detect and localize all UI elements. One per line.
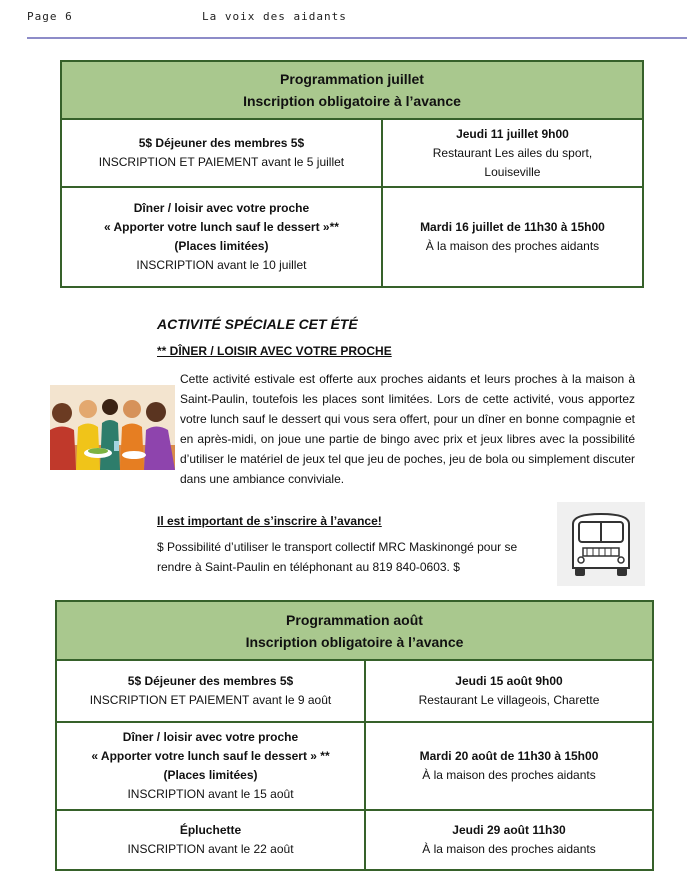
page-header — [27, 10, 687, 40]
july-table-header — [61, 61, 643, 119]
page-number: Page 6 — [27, 10, 73, 23]
event-name: Dîner / loisir avec votre proche — [122, 730, 299, 744]
event-date: Mardi 16 juillet de 11h30 à 15h00 — [420, 220, 605, 234]
publication-title: La voix des aidants — [202, 10, 347, 23]
table-row — [56, 660, 653, 722]
event-cell — [56, 722, 365, 810]
july-program-table — [60, 60, 644, 288]
event-location: Restaurant Le villageois, Charette — [418, 693, 600, 707]
transport-info: $ Possibilité d’utiliser le transport collectif MRC Maskinongé pour se rendre à Saint-Paulin en téléphonant au 819 840-0603. $ — [157, 540, 518, 574]
event-note: INSCRIPTION avant le 22 août — [127, 842, 294, 856]
event-name: 5$ Déjeuner des membres 5$ — [138, 136, 305, 150]
august-table-header — [56, 601, 653, 660]
august-program-table — [55, 600, 654, 871]
event-name: 5$ Déjeuner des membres 5$ — [127, 674, 294, 688]
august-subtitle: Inscription obligatoire à l’avance — [245, 633, 464, 650]
event-location: À la maison des proches aidants — [422, 768, 596, 782]
event-date: Jeudi 15 août 9h00 — [455, 674, 563, 688]
event-location: Restaurant Les ailes du sport, — [432, 145, 593, 160]
header-rule — [27, 37, 687, 39]
event-detail: (Places limitées) — [174, 239, 269, 253]
event-date: Jeudi 29 août 11h30 — [452, 823, 566, 837]
table-row — [56, 810, 653, 870]
bus-icon — [557, 502, 645, 586]
table-row — [61, 187, 643, 287]
table-row — [61, 119, 643, 187]
july-subtitle: Inscription obligatoire à l’avance — [243, 93, 461, 109]
event-detail: (Places limitées) — [163, 768, 258, 782]
event-name: Épluchette — [179, 823, 242, 837]
august-title: Programmation août — [286, 611, 423, 628]
event-when-cell — [382, 119, 643, 187]
event-cell — [61, 119, 382, 187]
important-notice: Il est important de s’inscrire à l’avance! — [157, 514, 382, 528]
event-location: À la maison des proches aidants — [422, 842, 596, 856]
people-dining-illustration — [50, 385, 175, 470]
event-note: INSCRIPTION avant le 15 août — [127, 787, 294, 801]
event-cell — [61, 187, 382, 287]
event-when-cell — [365, 722, 653, 810]
july-title: Programmation juillet — [280, 71, 424, 87]
event-when-cell — [382, 187, 643, 287]
special-activity — [157, 316, 637, 358]
event-when-cell — [365, 660, 653, 722]
event-note: INSCRIPTION ET PAIEMENT avant le 5 juillet — [98, 155, 345, 169]
event-cell — [56, 660, 365, 722]
event-when-cell — [365, 810, 653, 870]
event-detail: « Apporter votre lunch sauf le dessert »** — [103, 220, 339, 234]
special-description: Cette activité estivale est offerte aux proches aidants et leurs proches à la maison à Saint-Paulin, toutefois les places sont limitées. Lors de cette activité, vous apportez votre lunch sauf le dessert qui vous sera offert, pour un dîner en bonne compagnie et en après-midi, on joue une partie de bingo avec prix et jeux libres avec la possibilité d’utiliser le matériel de jeux tel que jeu de poches, jeu de bola ou simplement discuter dans une ambiance conviviale. — [180, 372, 635, 486]
event-name: Dîner / loisir avec votre proche — [133, 201, 310, 215]
event-note: INSCRIPTION ET PAIEMENT avant le 9 août — [89, 693, 332, 707]
event-location: À la maison des proches aidants — [425, 239, 600, 253]
event-date: Jeudi 11 juillet 9h00 — [456, 126, 569, 141]
special-title: ACTIVITÉ SPÉCIALE CET ÉTÉ — [157, 316, 358, 332]
event-date: Mardi 20 août de 11h30 à 15h00 — [419, 749, 599, 763]
table-row — [56, 722, 653, 810]
event-detail: « Apporter votre lunch sauf le dessert » ** — [91, 749, 330, 763]
event-cell — [56, 810, 365, 870]
event-location: Louiseville — [484, 164, 541, 179]
event-note: INSCRIPTION avant le 10 juillet — [136, 258, 307, 272]
special-subtitle: ** DÎNER / LOISIR AVEC VOTRE PROCHE — [157, 344, 392, 358]
